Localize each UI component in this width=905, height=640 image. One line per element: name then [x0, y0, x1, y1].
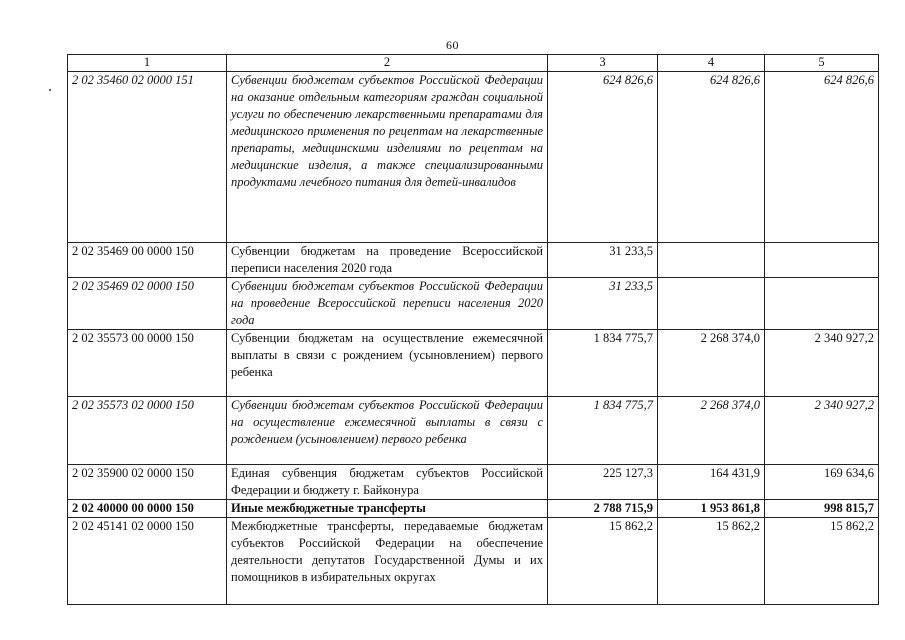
- value-col5-cell: 169 634,6: [765, 465, 879, 500]
- value-col5-cell: 624 826,6: [765, 72, 879, 243]
- table-row: [68, 330, 879, 397]
- page-number: 60: [446, 38, 459, 52]
- description-cell: Субвенции бюджетам на осуществление ежемесячной выплаты в связи с рождением (усыновлением) первого ребенка: [227, 330, 548, 397]
- value-col5-cell: 2 340 927,2: [765, 397, 879, 465]
- description-cell: Субвенции бюджетам субъектов Российской Федерации на проведение Всероссийской переписи населения 2020 года: [227, 278, 548, 330]
- column-header-2: 2: [227, 55, 548, 72]
- value-col3-cell: 31 233,5: [548, 243, 658, 278]
- value-col5-cell: 15 862,2: [765, 518, 879, 605]
- table-body: [68, 72, 879, 605]
- description-cell: Единая субвенция бюджетам субъектов Российской Федерации и бюджету г. Байконура: [227, 465, 548, 500]
- value-col3-cell: 1 834 775,7: [548, 397, 658, 465]
- table-row: [68, 278, 879, 330]
- value-col4-cell: [658, 278, 765, 330]
- value-col4-cell: 164 431,9: [658, 465, 765, 500]
- budget-code-cell: 2 02 40000 00 0000 150: [68, 500, 227, 518]
- value-col3-cell: 225 127,3: [548, 465, 658, 500]
- budget-code-cell: 2 02 35460 02 0000 151: [68, 72, 227, 243]
- table-row: [68, 397, 879, 465]
- value-col5-cell: 2 340 927,2: [765, 330, 879, 397]
- table-row: [68, 500, 879, 518]
- column-header-3: 3: [548, 55, 658, 72]
- value-col5-cell: [765, 243, 879, 278]
- column-header-5: 5: [765, 55, 879, 72]
- budget-code-cell: 2 02 45141 02 0000 150: [68, 518, 227, 605]
- value-col4-cell: 15 862,2: [658, 518, 765, 605]
- column-header-1: 1: [68, 55, 227, 72]
- table-row: [68, 243, 879, 278]
- value-col4-cell: 2 268 374,0: [658, 397, 765, 465]
- scan-speck: [49, 89, 51, 91]
- description-cell: Иные межбюджетные трансферты: [227, 500, 548, 518]
- value-col5-cell: [765, 278, 879, 330]
- budget-table: [67, 54, 879, 605]
- budget-code-cell: 2 02 35573 00 0000 150: [68, 330, 227, 397]
- value-col3-cell: 31 233,5: [548, 278, 658, 330]
- value-col3-cell: 624 826,6: [548, 72, 658, 243]
- value-col4-cell: 2 268 374,0: [658, 330, 765, 397]
- value-col4-cell: [658, 243, 765, 278]
- description-cell: Субвенции бюджетам на проведение Всероссийской переписи населения 2020 года: [227, 243, 548, 278]
- value-col4-cell: 624 826,6: [658, 72, 765, 243]
- budget-code-cell: 2 02 35469 00 0000 150: [68, 243, 227, 278]
- description-cell: Межбюджетные трансферты, передаваемые бюджетам субъектов Российской Федерации на обеспечение деятельности депутатов Государственной Думы и их помощников в избирательных округах: [227, 518, 548, 605]
- value-col4-cell: 1 953 861,8: [658, 500, 765, 518]
- description-cell: Субвенции бюджетам субъектов Российской Федерации на оказание отдельным категориям граждан социальной услуги по обеспечению лекарственными препаратами для медицинского применения по рецептам на лекарственные препараты, медицинскими изделиями по рецептам на медицинские изделия, а также специализированными продуктами лечебного питания для детей-инвалидов: [227, 72, 548, 243]
- table-row: [68, 72, 879, 243]
- value-col5-cell: 998 815,7: [765, 500, 879, 518]
- value-col3-cell: 1 834 775,7: [548, 330, 658, 397]
- budget-code-cell: 2 02 35900 02 0000 150: [68, 465, 227, 500]
- table-row: [68, 465, 879, 500]
- budget-code-cell: 2 02 35573 02 0000 150: [68, 397, 227, 465]
- value-col3-cell: 15 862,2: [548, 518, 658, 605]
- table-row: [68, 518, 879, 605]
- column-header-4: 4: [658, 55, 765, 72]
- budget-code-cell: 2 02 35469 02 0000 150: [68, 278, 227, 330]
- header-row: [68, 55, 879, 72]
- value-col3-cell: 2 788 715,9: [548, 500, 658, 518]
- description-cell: Субвенции бюджетам субъектов Российской Федерации на осуществление ежемесячной выплаты в связи с рождением (усыновлением) первого ребенка: [227, 397, 548, 465]
